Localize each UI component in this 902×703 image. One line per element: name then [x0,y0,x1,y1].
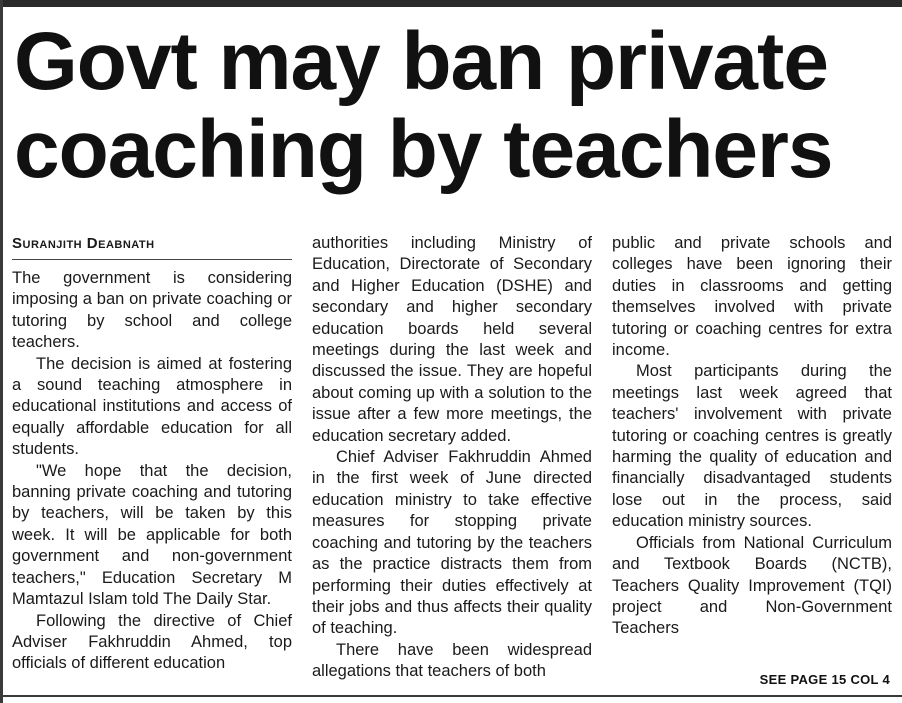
paragraph: authorities including Ministry of Education, Directorate of Secondary and Higher Education (DSHE) and secondary and higher secondary education boards held several meetings during the last week and discussed the issue. They are hopeful about coming up with a solution to the issue after a few more meetings, the education secretary added. [312,234,592,445]
paragraph: The decision is aimed at fostering a sound teaching atmosphere in educational institutions and access of equally affordable education for all students. [12,354,292,459]
paragraph: The government is considering imposing a ban on private coaching or tutoring by school and college teachers. [12,269,292,352]
continuation-jump-line: SEE PAGE 15 COL 4 [759,672,890,687]
paragraph: There have been widespread allegations that teachers of both [312,640,592,681]
top-rule [0,0,902,7]
column-1 [12,233,292,675]
paragraph: Officials from National Curriculum and Textbook Boards (NCTB), Teachers Quality Improvement (TQI) project and Non-Government Teachers [612,533,892,638]
paragraph: Chief Adviser Fakhruddin Ahmed in the first week of June directed education ministry to take effective measures for stopping private coaching and tutoring by the teachers as the practice distracts them from performing their duties effectively at their jobs and thus affects their quality of teaching. [312,448,592,638]
byline: Suranjith Deabnath [12,233,292,260]
left-edge [0,0,3,703]
paragraph: public and private schools and colleges have been ignoring their duties in classrooms and getting themselves involved with private tutoring or coaching centres for extra income. [612,234,892,360]
paragraph: Following the directive of Chief Adviser Fakhruddin Ahmed, top officials of different education [12,611,292,673]
paragraph: "We hope that the decision, banning private coaching and tutoring by teachers, will be taken by this week. It will be applicable for both government and non-government teachers," Education Secretary M Mamtazul Islam told The Daily Star. [12,461,292,609]
column-3 [612,233,892,640]
bottom-rule [0,695,902,697]
paragraph: Most participants during the meetings last week agreed that teachers' involvement with private tutoring or coaching centres is greatly harming the quality of education and financially disadvantaged students lose out in the process, said education ministry sources. [612,362,892,531]
headline: Govt may ban private coaching by teachers [14,16,833,195]
column-2 [312,233,592,683]
